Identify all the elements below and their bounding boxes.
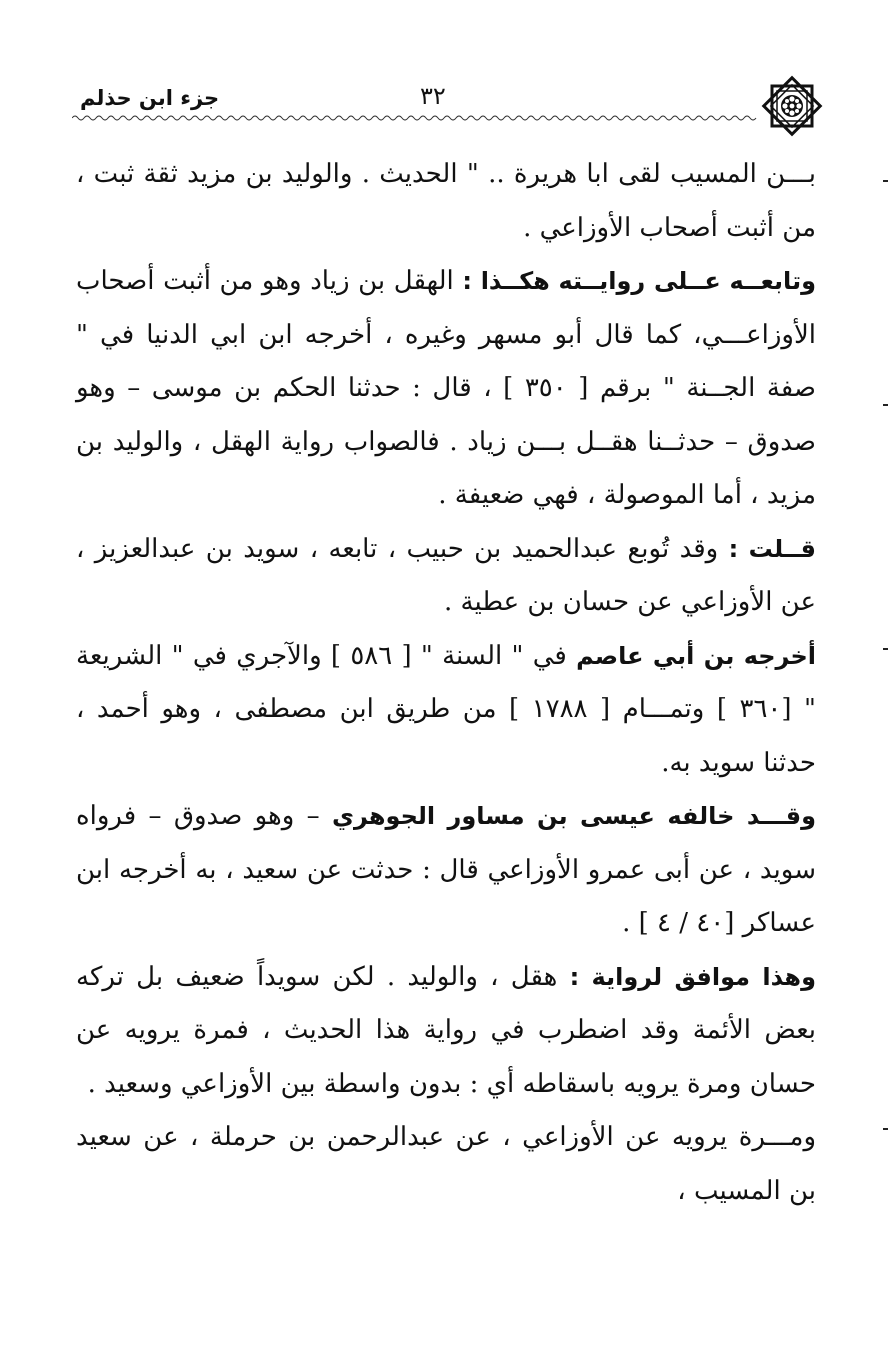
paragraph-3 xyxy=(76,523,816,630)
paragraph-4 xyxy=(76,630,816,791)
octagram-ornament-icon xyxy=(760,74,824,138)
paragraph-7 xyxy=(76,1111,816,1218)
paragraph-text: وقد تُوبع عبدالحميد بن حبيب ، تابعه ، سويد بن عبدالعزيز ، عن الأوزاعي عن حسان بن عطية . xyxy=(76,533,816,617)
header-wavy-rule xyxy=(72,114,772,122)
page-header xyxy=(72,66,824,136)
scan-margin-mark xyxy=(883,404,888,406)
paragraph-lead: وهذا موافق لرواية : xyxy=(569,962,816,991)
paragraph-text: الهقل بن زياد وهو من أثبت أصحاب الأوزاعـــي، كما قال أبو مسهر وغيره ، أخرجه ابن ابي الدنيا في " صفة الجــنة " برقم [ ٣٥٠ ] ، قال : حدثنا الحكم بن موسى – وهو صدوق – حدثــنا هقــل بـــن زياد . فالصواب رواية الهقل ، والوليد بن مزيد ، أما الموصولة ، فهي ضعيفة . xyxy=(76,266,817,510)
scan-margin-mark xyxy=(883,180,888,182)
paragraph-6 xyxy=(76,951,816,1112)
paragraph-1 xyxy=(76,148,816,255)
paragraph-5 xyxy=(76,790,816,951)
paragraph-text: في " السنة " [ ٥٨٦ ] والآجري في " الشريعة " [٣٦٠ ] وتمـــام [ ١٧٨٨ ] من طريق ابن مصطفى ، وهو أحمد ، حدثنا سويد به. xyxy=(76,640,816,778)
paragraph-text: ومـــرة يرويه عن الأوزاعي ، عن عبدالرحمن بن حرملة ، عن سعيد بن المسيب ، xyxy=(76,1122,816,1206)
paragraph-text: بـــن المسيب لقى ابا هريرة .. " الحديث . والوليد بن مزيد ثقة ثبت ، من أثبت أصحاب الأوزاعي . xyxy=(76,159,816,243)
paragraph-lead: وتابعــه عــلى روايــته هكــذا : xyxy=(462,267,817,295)
page-number: ٣٢ xyxy=(420,82,446,110)
scan-margin-mark xyxy=(883,1128,888,1130)
paragraph-lead: وقـــد خالفه عيسى بن مساور الجوهري xyxy=(331,802,816,830)
page-body xyxy=(76,148,816,1218)
paragraph-lead: أخرجه بن أبي عاصم xyxy=(576,641,817,670)
book-title: جزء ابن حذلم xyxy=(80,86,220,110)
scan-margin-mark xyxy=(883,648,888,650)
paragraph-2 xyxy=(76,255,816,523)
paragraph-text: هقل ، والوليد . لكن سويداً ضعيف بل تركه بعض الأئمة وقد اضطرب في رواية هذا الحديث ، فمرة يرويه عن حسان ومرة يرويه باسقاطه أي : بدون واسطة بين الأوزاعي وسعيد . xyxy=(76,961,816,1099)
paragraph-lead: قــلت : xyxy=(728,534,816,563)
paragraph-text: – وهو صدوق – فرواه سويد ، عن أبى عمرو الأوزاعي قال : حدثت عن سعيد ، به أخرجه ابن عساكر [٤٠ / ٤ ] . xyxy=(76,801,816,938)
